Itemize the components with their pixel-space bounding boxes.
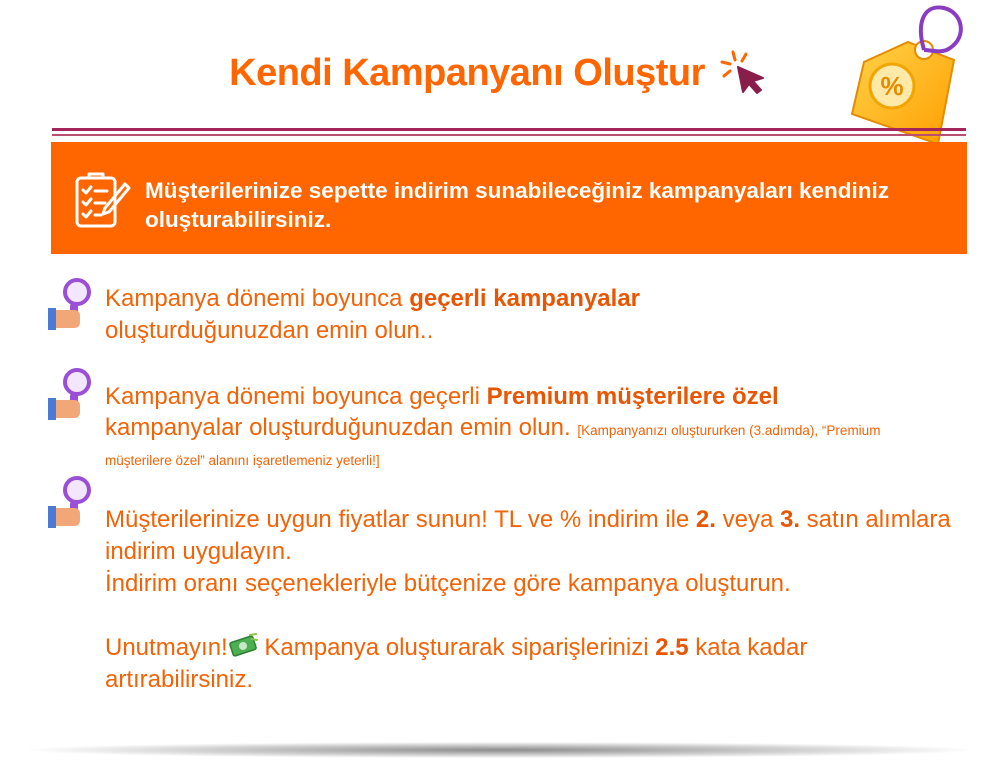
item-1-lead: Kampanya dönemi boyunca [105,285,410,312]
item-3-line2: İndirim oranı seçenekleriyle bütçenize göre kampanya oluşturun. [105,570,791,597]
reminder-text: Kampanya oluşturarak siparişlerinizi [257,634,656,661]
list-item [105,283,925,347]
cursor-click-icon [719,48,771,96]
reminder-lead: Unutmayın! [105,634,228,661]
item-2-note: [Kampanyanızı oluştururken (3.adımda), “Premium müşterilere özel” alanını işaretlemeniz yeterli!] [105,423,881,468]
item-3-text-b: veya [715,506,780,533]
list-item [105,381,935,473]
item-2-bold: Premium müşterilere özel [486,383,779,410]
list-item [105,504,955,696]
info-banner [51,142,967,254]
header-rule [52,128,966,131]
item-3-text-a: Müşterilerinize uygun fiyatlar sunun! TL ve % indirim ile [105,506,696,533]
money-icon [228,633,258,659]
item-2-lead: Kampanya dönemi boyunca geçerli [105,383,487,410]
reminder-tail: kata kadar artırabilirsiniz. [105,634,808,693]
magnifier-hand-icon [46,276,98,332]
magnifier-hand-icon [46,474,98,530]
item-1-bold: geçerli kampanyalar [409,285,641,312]
item-3-bold-2: 3. [779,506,800,533]
bottom-shadow [30,742,970,758]
item-1-rest: oluşturduğunuzdan emin olun.. [105,317,434,344]
item-3-bold-1: 2. [695,506,716,533]
magnifier-hand-icon [46,366,98,422]
svg-text:%: % [880,71,904,101]
item-2-rest: kampanyalar oluşturduğunuzdan emin olun. [105,414,571,441]
reminder-bold: 2.5 [655,634,689,661]
item-3-text-c: satın alımlara indirim uygulayın. [105,506,951,565]
checklist-icon [71,172,131,230]
header-rule-secondary [52,134,966,136]
title-text: Kendi Kampanyanı Oluştur [229,52,705,94]
banner-text: Müşterilerinize sepette indirim sunabileceğiniz kampanyaları kendiniz oluşturabilirsiniz. [145,178,889,232]
